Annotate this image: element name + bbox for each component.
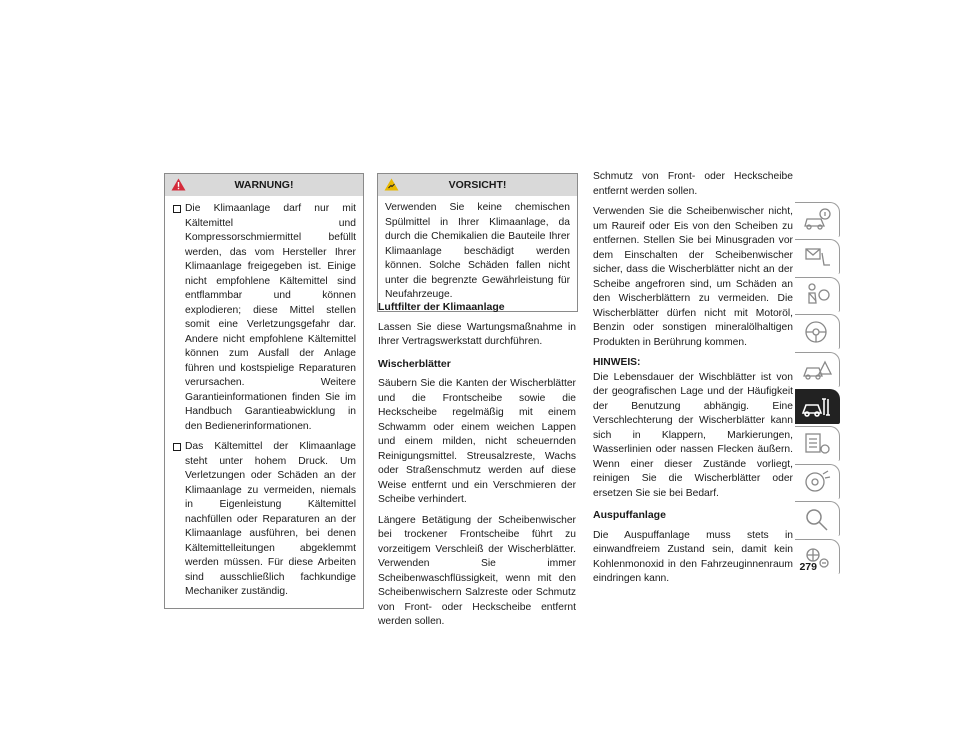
spec-list-icon <box>801 430 833 458</box>
tab-steering-wheel[interactable] <box>795 314 840 349</box>
wischer-heading: Wischerblätter <box>378 357 451 370</box>
bullet-square-icon <box>173 205 181 213</box>
wischer-paragraph-2: Längere Betätigung der Scheibenwischer bei trockener Frontscheibe führt zu vorzeitigem Verschleiß der Wischerblätter. Verwenden Sie immer Scheibenwaschflüssigkeit, wenn mit den Scheibenwischern Salzreste oder Schmutz von Front- oder Heckscheibe entfernt werden sollen. <box>378 514 576 627</box>
right-column <box>593 170 793 587</box>
wischer-paragraph-3: Verwenden Sie die Scheibenwischer nicht, um Raureif oder Eis von den Scheiben zu entfernen. Stellen Sie bei Minusgraden vor dem Einschalten der Scheibenwischer sicher, dass die Wischerblätter nicht an der Scheibe angefroren sind, um Schäden an den Wischerblättern zu vermeiden. Die Wischerblätter dürfen nicht mit Motoröl, Benzin oder sonstigen mineralölhaltigen Produkten in Berührung kommen. <box>593 206 793 348</box>
luftfilter-heading: Luftfilter der Klimaanlage <box>378 301 505 313</box>
tab-car-warning[interactable] <box>795 352 840 387</box>
auspuff-text: Die Auspuffanlage muss stets in einwandfreiem Zustand sein, damit kein Kohlenmonoxid in den Fahrzeuginnenraum eindringen kann. <box>593 529 793 584</box>
wischer-paragraph-1: Säubern Sie die Kanten der Wischerblätter und die Frontscheibe sowie die Heckscheibe regelmäßig mit einem Schwamm oder einem weichen Lappen und einem milden, nicht scheuernden Reinigungsmittel. Streusalzreste, Wachs oder Straßenschmutz werden auf diese Weise entfernt und ein Verschmieren der Scheibe verhindert. <box>378 378 576 505</box>
multimedia-icon <box>801 468 833 496</box>
wischer-paragraph-2-continued: Schmutz von Front- oder Heckscheibe entfernt werden sollen. <box>593 171 793 197</box>
caution-box-header <box>378 174 577 196</box>
car-info-icon <box>801 206 833 234</box>
steering-wheel-icon <box>801 318 833 346</box>
caution-text: Verwenden Sie keine chemischen Spülmittel in Ihrer Klimaanlage, da durch die Chemikalien die Bauteile Ihrer Klimaanlage beschädigt werden können. Solche Schäden fallen nicht unter die begrenzte Gewährleistung für Neufahrzeuge. <box>385 202 570 300</box>
chapter-tabs <box>795 202 840 576</box>
index-search-icon <box>801 505 833 533</box>
warning-item-text: Das Kältemittel der Klimaanlage steht unter hohem Druck. Um Verletzungen oder Schäden an der Klimaanlage zu vermeiden, niemals in Eigenleistung Kältemittel nachfüllen oder Reparaturen an der Klimaanlage ausführen, bei denen Kältemittelleitungen abgeklemmt werden müssen. Für diese Arbeiten sind ausschließlich fachkundige Mechaniker zuständig. <box>185 441 356 597</box>
mail-seat-icon <box>801 243 833 271</box>
warning-box <box>164 173 364 609</box>
warning-item <box>172 440 356 600</box>
tab-car-info[interactable] <box>795 202 840 237</box>
note-text: Die Lebensdauer der Wischblätter ist von der geografischen Lage und der Häufigkeit der Benutzung abhängig. Eine Verschlechterung der Wischerblätter kann sich in Klappern, Markierungen, Wasserlinien oder nassen Flecken äußern. Wenn einer dieser Zustände vorliegt, reinigen Sie die Wischerblätter oder ersetzen Sie sie bei Bedarf. <box>593 371 793 499</box>
tab-spec-list[interactable] <box>795 426 840 461</box>
car-service-tools-icon <box>801 393 833 421</box>
tab-mail-seat[interactable] <box>795 239 840 274</box>
warning-item <box>172 202 356 434</box>
auspuff-heading: Auspuffanlage <box>593 509 666 521</box>
car-warning-icon <box>801 356 833 384</box>
bullet-square-icon <box>173 443 181 451</box>
caution-box-title: VORSICHT! <box>448 179 507 191</box>
warning-box-header <box>165 174 363 196</box>
tab-multimedia[interactable] <box>795 464 840 499</box>
tab-index-search[interactable] <box>795 501 840 536</box>
luftfilter-text: Lassen Sie diese Wartungsmaßnahme in Ihrer Vertragswerkstatt durchführen. <box>378 321 576 347</box>
warning-box-title: WARNUNG! <box>234 179 294 191</box>
page-number: 279 <box>799 561 817 573</box>
warning-item-text: Die Klimaanlage darf nur mit Kältemittel und Kompressorschmiermittel befüllt werden, das vom Hersteller Ihrer Klimaanlage freigegeben ist. Einige nicht empfohlene Kältemittel sind entflammbar und können explodieren; diese Mittel stellen somit eine Verletzungsgefahr dar. Andere nicht empfohlene Kältemittel können zum Ausfall der Anlage führen und kostspielige Reparaturen verursachen. Weitere Garantieinformationen finden Sie im Handbuch Garantieabwicklung in den Bedienerinformationen. <box>185 203 356 432</box>
seatbelt-airbag-icon <box>801 281 833 309</box>
tab-seatbelt-airbag[interactable] <box>795 277 840 312</box>
caution-box <box>377 173 578 312</box>
note-label: HINWEIS: <box>593 357 641 368</box>
middle-column <box>378 300 576 627</box>
tab-car-service[interactable] <box>795 389 840 424</box>
